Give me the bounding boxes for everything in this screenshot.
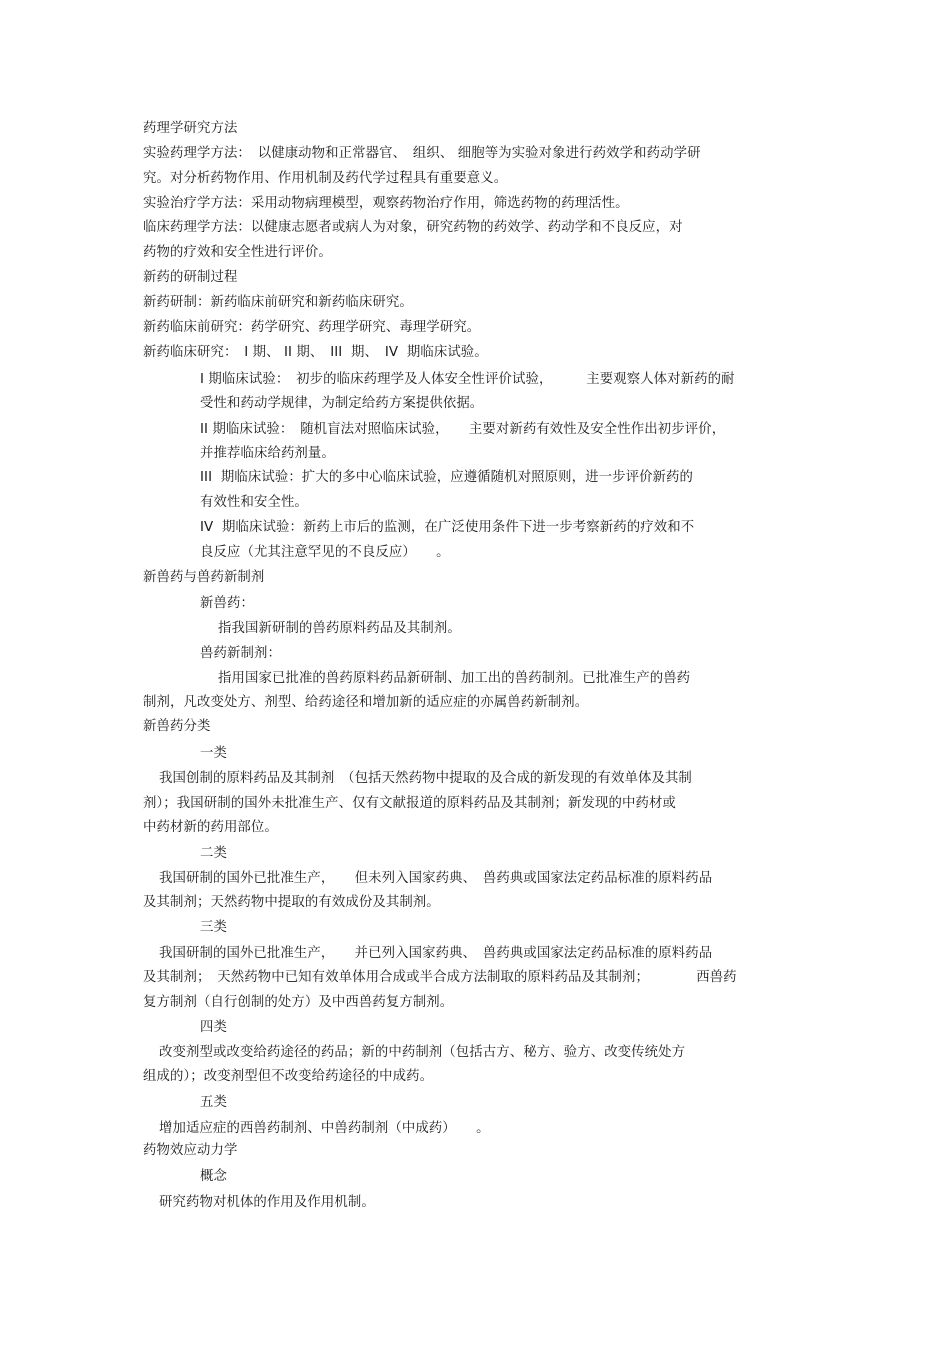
paragraph-line: 剂）；我国研制的国外未批准生产、仅有文献报道的原料药品及其制剂；新发现的中药材或: [143, 796, 676, 811]
paragraph-line: III 期临床试验：扩大的多中心临床试验，应遵循随机对照原则，进一步评价新药的: [200, 470, 694, 485]
subheading-class-3: 三类: [200, 920, 227, 935]
subheading: 新兽药：: [200, 596, 254, 611]
paragraph-line: 及其制剂； 天然药物中已知有效单体用合成或半合成方法制取的原料药品及其制剂； 西兽药: [143, 970, 737, 985]
subheading-class-5: 五类: [200, 1095, 227, 1110]
paragraph-line: 实验治疗学方法：采用动物病理模型，观察药物治疗作用，筛选药物的药理活性。: [143, 196, 629, 211]
paragraph-line: 新药研制：新药临床前研究和新药临床研究。: [143, 295, 413, 310]
paragraph-line: I 期临床试验： 初步的临床药理学及人体安全性评价试验， 主要观察人体对新药的耐: [200, 372, 735, 387]
paragraph-line: II 期临床试验： 随机盲法对照临床试验， 主要对新药有效性及安全性作出初步评价，: [200, 422, 726, 437]
subheading-class-2: 二类: [200, 846, 227, 861]
paragraph-line: 中药材新的药用部位。: [143, 820, 278, 835]
paragraph-line: 增加适应症的西兽药制剂、中兽药制剂（中成药） 。: [159, 1121, 490, 1136]
paragraph-line: 新药临床研究： I 期、 II 期、 III 期、 IV 期临床试验。: [143, 345, 488, 360]
paragraph-line: 究。对分析药物作用、作用机制及药代学过程具有重要意义。: [143, 171, 508, 186]
subheading-concept: 概念: [200, 1169, 227, 1184]
paragraph-line: IV 期临床试验：新药上市后的监测，在广泛使用条件下进一步考察新药的疗效和不: [200, 520, 695, 535]
subheading-class-1: 一类: [200, 746, 227, 761]
heading-vet-drug-classes: 新兽药分类: [143, 719, 211, 734]
subheading: 兽药新制剂：: [200, 646, 281, 661]
paragraph-line: 复方制剂（自行创制的处方）及中西兽药复方制剂。: [143, 995, 454, 1010]
paragraph-line: 研究药物对机体的作用及作用机制。: [159, 1195, 375, 1210]
paragraph-line: 制剂，凡改变处方、剂型、给药途径和增加新的适应症的亦属兽药新制剂。: [143, 695, 589, 710]
paragraph-line: 新药临床前研究：药学研究、药理学研究、毒理学研究。: [143, 320, 481, 335]
paragraph-line: 有效性和安全性。: [200, 495, 308, 510]
paragraph-line: 我国研制的国外已批准生产， 并已列入国家药典、 兽药典或国家法定药品标准的原料药品: [159, 946, 713, 961]
paragraph-line: 临床药理学方法：以健康志愿者或病人为对象，研究药物的药效学、药动学和不良反应，对: [143, 220, 683, 235]
paragraph-line: 我国创制的原料药品及其制剂 （包括天然药物中提取的及合成的新发现的有效单体及其制: [159, 771, 692, 786]
paragraph-line: 及其制剂；天然药物中提取的有效成份及其制剂。: [143, 895, 440, 910]
paragraph-line: 组成的）；改变剂型但不改变给药途径的中成药。: [143, 1069, 434, 1084]
paragraph-line: 改变剂型或改变给药途径的药品；新的中药制剂（包括古方、秘方、验方、改变传统处方: [159, 1045, 686, 1060]
paragraph-line: 良反应（尤其注意罕见的不良反应） 。: [200, 545, 450, 560]
heading-pharmacology-methods: 药理学研究方法: [143, 121, 238, 136]
paragraph-line: 受性和药动学规律，为制定给药方案提供依据。: [200, 396, 484, 411]
paragraph-line: 指用国家已批准的兽药原料药品新研制、加工出的兽药制剂。已批准生产的兽药: [218, 671, 691, 686]
paragraph-line: 指我国新研制的兽药原料药品及其制剂。: [218, 621, 461, 636]
paragraph-line: 实验药理学方法： 以健康动物和正常器官、 组织、 细胞等为实验对象进行药效学和药动学研: [143, 146, 701, 161]
paragraph-line: 我国研制的国外已批准生产， 但未列入国家药典、 兽药典或国家法定药品标准的原料药品: [159, 871, 713, 886]
paragraph-line: 并推荐临床给药剂量。: [200, 446, 335, 461]
subheading-class-4: 四类: [200, 1020, 227, 1035]
paragraph-line: 药物的疗效和安全性进行评价。: [143, 245, 332, 260]
heading-pharmacodynamics: 药物效应动力学: [143, 1143, 238, 1158]
heading-new-drug-development: 新药的研制过程: [143, 270, 238, 285]
heading-new-vet-drugs: 新兽药与兽药新制剂: [143, 570, 265, 585]
